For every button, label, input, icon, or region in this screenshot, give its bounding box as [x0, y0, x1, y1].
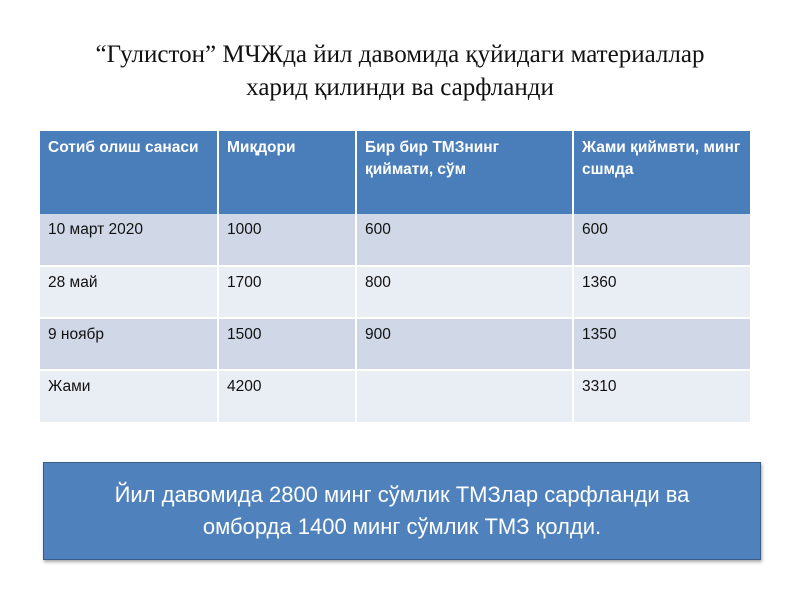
cell-quantity: 1500 [218, 318, 356, 370]
cell-date: 28 май [40, 266, 218, 318]
cell-quantity: 1000 [218, 214, 356, 266]
cell-date: 10 март 2020 [40, 214, 218, 266]
summary-note-box [43, 462, 761, 560]
cell-total: 600 [573, 214, 750, 266]
header-total-value: Жами қиймвти, минг сшмда [573, 131, 750, 214]
table-row [40, 214, 750, 266]
materials-table [40, 131, 750, 422]
table-header [40, 131, 750, 214]
summary-note-line-1: Йил давомида 2800 минг сўмлик ТМЗлар сарфланди ва [114, 482, 690, 507]
header-unit-price: Бир бир ТМЗнинг қиймати, сўм [356, 131, 573, 214]
header-purchase-date: Сотиб олиш санаси [40, 131, 218, 214]
cell-unit-price: 800 [356, 266, 573, 318]
cell-date: 9 ноябр [40, 318, 218, 370]
cell-total: 1350 [573, 318, 750, 370]
table-body [40, 214, 750, 422]
cell-grand-total: 3310 [573, 370, 750, 422]
table-header-row [40, 131, 750, 214]
slide-title-line-2: харид қилинди ва сарфланди [246, 74, 554, 101]
materials-table-container [40, 131, 750, 422]
summary-note-text [57, 479, 747, 543]
table-row-total [40, 370, 750, 422]
header-quantity: Миқдори [218, 131, 356, 214]
cell-quantity: 1700 [218, 266, 356, 318]
summary-note-line-2: омборда 1400 минг сўмлик ТМЗ қолди. [202, 514, 602, 539]
table-row [40, 266, 750, 318]
cell-empty [356, 370, 573, 422]
slide-title [40, 38, 760, 104]
table-row [40, 318, 750, 370]
cell-total-label: Жами [40, 370, 218, 422]
slide-title-line-1: “Гулистон” МЧЖда йил давомида қуйидаги материаллар [95, 41, 705, 68]
cell-unit-price: 900 [356, 318, 573, 370]
cell-total-quantity: 4200 [218, 370, 356, 422]
cell-unit-price: 600 [356, 214, 573, 266]
cell-total: 1360 [573, 266, 750, 318]
